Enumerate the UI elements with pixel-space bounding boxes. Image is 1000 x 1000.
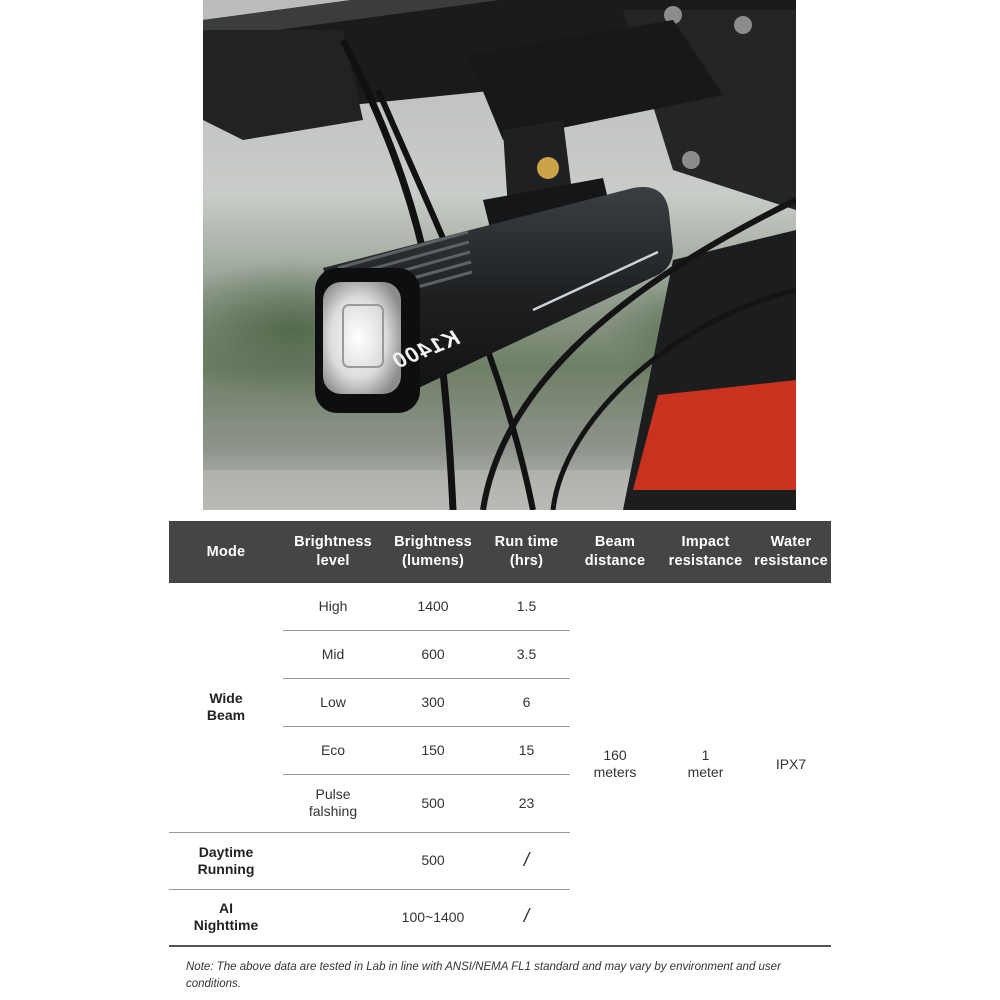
- mount-bolt: [537, 157, 559, 179]
- lumens-cell: 150: [383, 726, 483, 774]
- runtime-cell: 15: [483, 726, 570, 774]
- runtime-cell: 23: [483, 774, 570, 832]
- level-cell: Pulse falshing: [283, 774, 383, 832]
- lumens-cell: 1400: [383, 583, 483, 630]
- header-impact-resistance: [660, 521, 751, 583]
- header-brightness-level: [283, 521, 383, 583]
- product-photo: [203, 0, 796, 510]
- mode-daytime-running: Daytime Running: [169, 832, 283, 889]
- beam-distance-value: 160 meters: [570, 583, 660, 946]
- lumens-cell: 100~1400: [383, 889, 483, 946]
- header-line: Brightness: [294, 534, 372, 550]
- table-header-row: [169, 521, 831, 583]
- level-cell: Eco: [283, 726, 383, 774]
- bolt: [734, 16, 752, 34]
- header-line: level: [316, 553, 350, 569]
- mode-wide-beam: Wide Beam: [169, 583, 283, 832]
- header-line: Brightness: [394, 534, 472, 550]
- header-line: Beam: [594, 534, 636, 550]
- header-mode: Mode: [169, 521, 283, 583]
- header-brightness-lumens: [383, 521, 483, 583]
- model-label: K1400: [388, 324, 463, 374]
- water-resistance-value: IPX7: [751, 583, 831, 946]
- light-lens: [323, 282, 401, 394]
- header-line: (lumens): [401, 553, 465, 569]
- header-line: Run time: [494, 534, 559, 550]
- header-line: Impact: [681, 534, 730, 550]
- level-cell: [283, 832, 383, 889]
- spec-table: [169, 521, 831, 947]
- header-line: (hrs): [509, 553, 544, 569]
- lumens-cell: 500: [383, 774, 483, 832]
- footnote: Note: The above data are tested in Lab in line with ANSI/NEMA FL1 standard and may vary by environment and user conditions.: [186, 961, 781, 990]
- header-line: resistance: [668, 553, 743, 569]
- header-line: Water: [770, 534, 812, 550]
- impact-resistance-value: 1 meter: [660, 583, 751, 946]
- shifter: [203, 30, 363, 140]
- table-row: [169, 583, 831, 630]
- level-cell: High: [283, 583, 383, 630]
- level-cell: Low: [283, 678, 383, 726]
- header-run-time: [483, 521, 570, 583]
- header-line: distance: [584, 553, 646, 569]
- runtime-cell: 3.5: [483, 630, 570, 678]
- level-cell: Mid: [283, 630, 383, 678]
- runtime-cell: 1.5: [483, 583, 570, 630]
- mode-ai-nighttime: AI Nighttime: [169, 889, 283, 946]
- lumens-cell: 500: [383, 832, 483, 889]
- header-line: resistance: [754, 553, 828, 569]
- lumens-cell: 300: [383, 678, 483, 726]
- runtime-cell: 6: [483, 678, 570, 726]
- bike-light-illustration: [203, 0, 796, 510]
- level-cell: [283, 889, 383, 946]
- lumens-cell: 600: [383, 630, 483, 678]
- runtime-cell: /: [483, 889, 570, 946]
- runtime-cell: /: [483, 832, 570, 889]
- header-beam-distance: [570, 521, 660, 583]
- bolt: [682, 151, 700, 169]
- header-water-resistance: [751, 521, 831, 583]
